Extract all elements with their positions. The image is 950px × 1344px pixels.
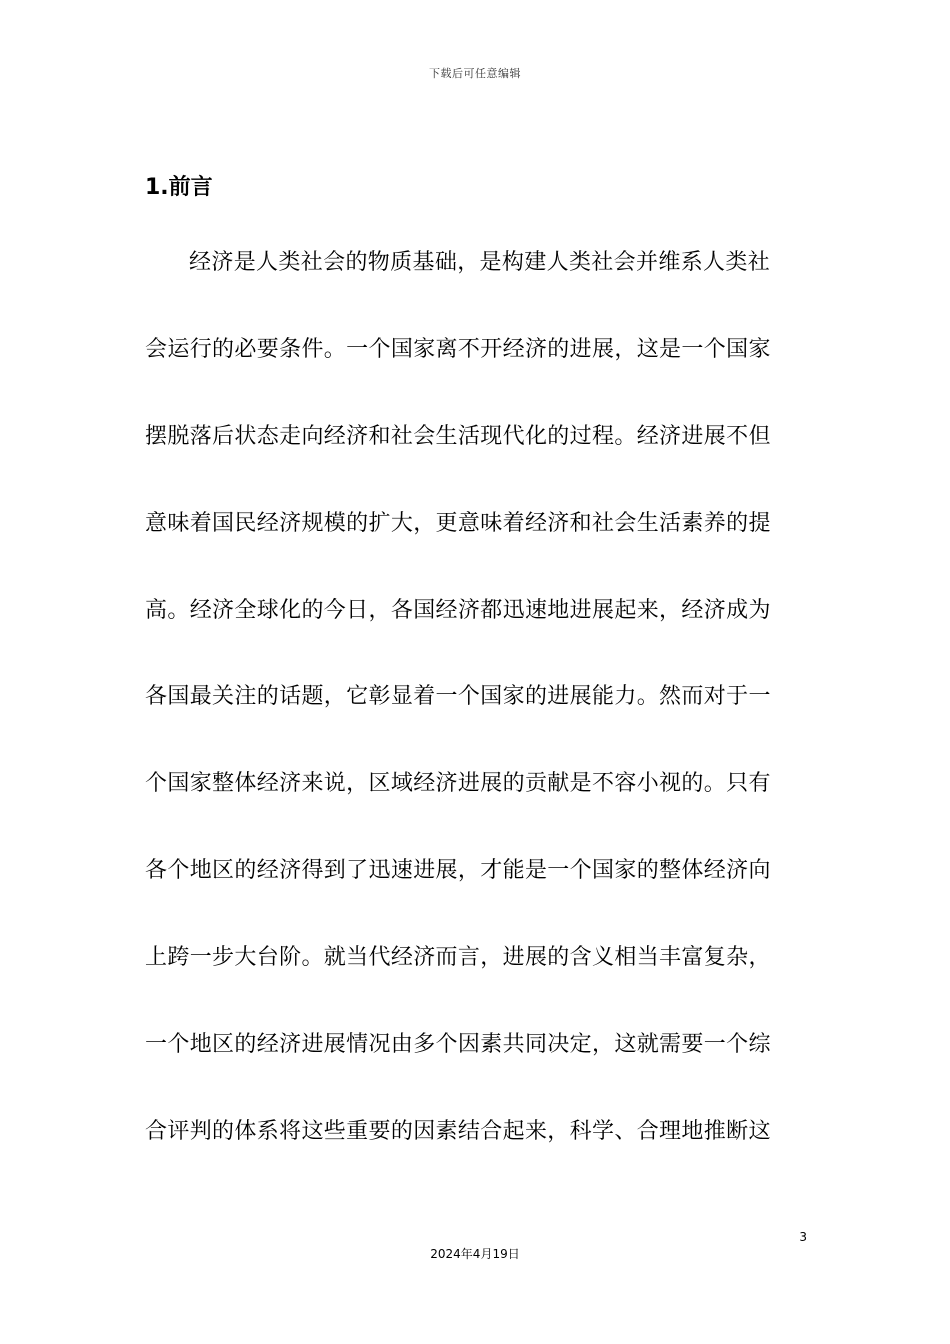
paragraph-line: 合评判的体系将这些重要的因素结合起来，科学、合理地推断这 xyxy=(145,1118,771,1144)
paragraph-line: 摆脱落后状态走向经济和社会生活现代化的过程。经济进展不但 xyxy=(145,423,771,449)
page-number: 3 xyxy=(799,1230,807,1244)
paragraph-line: 各个地区的经济得到了迅速进展，才能是一个国家的整体经济向 xyxy=(145,858,771,884)
paragraph-line: 个国家整体经济来说，区域经济进展的贡献是不容小视的。只有 xyxy=(145,771,771,797)
footer-date: 2024年4月19日 xyxy=(430,1247,520,1261)
paragraph-line: 会运行的必要条件。一个国家离不开经济的进展，这是一个国家 xyxy=(145,336,771,362)
paragraph-line: 高。经济全球化的今日，各国经济都迅速地进展起来，经济成为 xyxy=(145,597,771,623)
paragraph-line: 各国最关注的话题，它彰显着一个国家的进展能力。然而对于一 xyxy=(145,684,771,710)
paragraph-line: 一个地区的经济进展情况由多个因素共同决定，这就需要一个综 xyxy=(145,1032,771,1058)
paragraph-line: 经济是人类社会的物质基础，是构建人类社会并维系人类社 xyxy=(189,250,771,275)
header-note: 下载后可任意编辑 xyxy=(429,67,521,80)
section-heading: 1.前言 xyxy=(145,175,213,200)
body-paragraph xyxy=(145,238,805,1194)
paragraph-line: 上跨一步大台阶。就当代经济而言，进展的含义相当丰富复杂， xyxy=(145,945,771,971)
paragraph-line: 意味着国民经济规模的扩大，更意味着经济和社会生活素养的提 xyxy=(145,510,771,536)
